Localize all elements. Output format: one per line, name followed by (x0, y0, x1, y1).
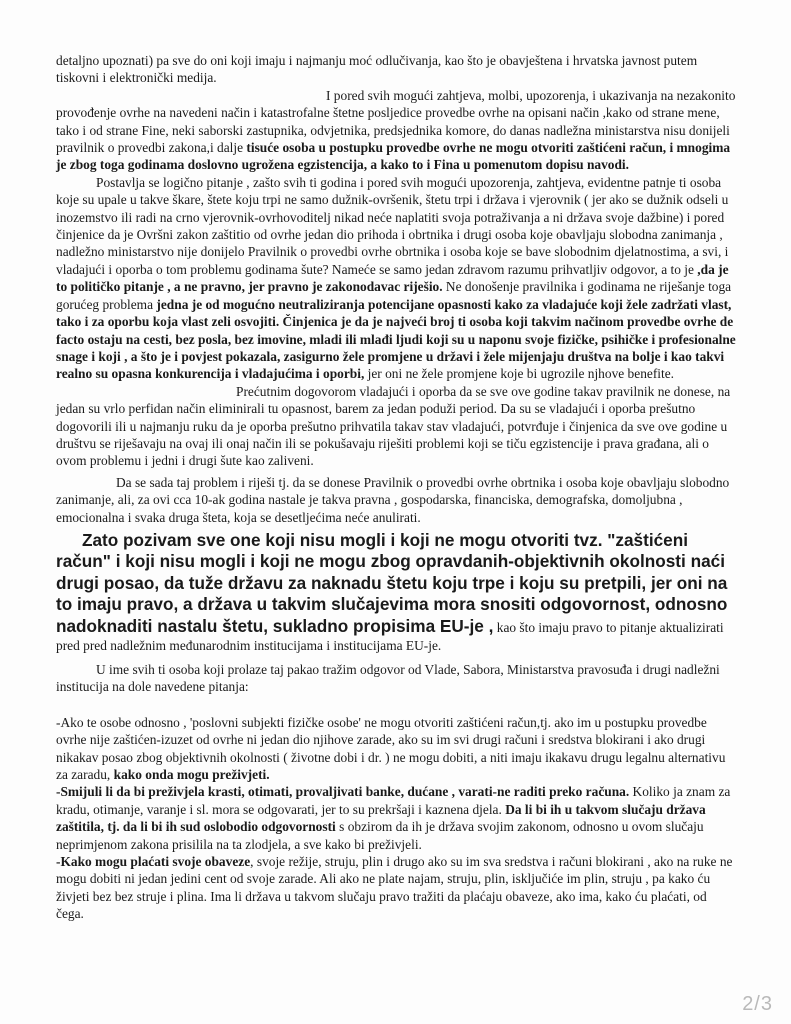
paragraph-5: Da se sada taj problem i riješi tj. da se donese Pravilnik o provedbi ovrhe obrtnika i osoba koje obavljaju slobodno zanimanje, ali, za ovi cca 10-ak godina nastale je takva pravna , gospodarska, financiska, demografska, domoljubna , emocionalna i svaka druga šteta, koja se desetljećima neće anulirati. (56, 474, 730, 525)
paragraph-3-text-c: Ne donošenje pravilnika i godinama ne riješanje toga gorućeg problema (56, 279, 732, 312)
paragraph-1: detaljno upoznati) pa sve do oni koji imaju i najmanju moć odlučivanja, kao što je obavještena i hrvatska javnost putem tiskovni i elektronički medija. (56, 53, 698, 86)
question-3 (56, 853, 736, 923)
question-3-bold: -Kako mogu plaćati svoje obaveze (56, 853, 251, 869)
question-1-text: -Ako te osobe odnosno , 'poslovni subjekti fizičke osobe' ne mogu otvoriti zaštićeni račun,tj. ako im u postupku provedbe ovrhe nije zaštićen-izuzet od ovrhe ni jedan dio njihove zarade, ako su im svi drugi računi i sredstva blokirani i ako drugi nikakav posao zbog objektivnih okolnosti ( životne dobi i dr. ) ne mogu dobiti, a niti imaju ikakavu drugu legalnu alternativu za zaradu, (56, 714, 726, 782)
question-2-bold-a: -Smijuli li da bi preživjela krasti, otimati, provaljivati banke, dućane , varati-ne raditi preko računa. (56, 784, 630, 800)
paragraph-3 (56, 174, 736, 383)
paragraph-2-text: I pored svih mogući zahtjeva, molbi, upozorenja, i ukazivanja na nezakonito provođenje ovrhe na navedeni način i katastrofalne štetne posljedice provedbe ovrhe na opisani način ,kako od strane mene, tako i od strane Fine, neki saborski zastupnika, odvjetnika, predsjednika komore, do danas nadležna ministarstva nisu donijeli pravilnik o provedbi zakona,i dalje (56, 87, 736, 156)
paragraph-2 (56, 87, 736, 174)
paragraph-3-bold-d: jedna je od mogućno neutraliziranja potencijane opasnosti kako za vladajuće koji žele zadržati vlast, tako i za oporbu koja vlast zeli osvojiti. Činjenica je da je najveći broj ti osoba koji takvim načinom provedbe ovrhe de facto ostaju na cesti, bez posla, bez imovine, mladi ili mlađi ljudi koji su u naponu svoje fizičke, psihičke i profesionalne snage i koji , a što je i povjest pokazala, zasigurno žele promjene u državi i žele mijenjaju društva na bolje i kao takvi realno su opasna konkurencija i vladajućima i oporbi, (56, 296, 736, 382)
question-1-bold: kako onda mogu preživjeti. (113, 766, 270, 782)
question-2-bold-c: Da li bi ih u takvom slučaju država zaštitila, tj. da li bi ih sud oslobodio odgovornosti (56, 801, 706, 835)
paragraph-3-bold-b: ,da je to političko pitanje , a ne pravno, jer pravno je zakonodavac riješio. (56, 261, 729, 295)
question-1 (56, 714, 736, 784)
paragraph-2-bold: tisuće osoba u postupku provedbe ovrhe ne mogu otvoriti zaštićeni račun, i mnogima je zbog toga godinama doslovno ugrožena egzistencija, a kako to i Fina u pomenutom dopisu navodi. (56, 140, 731, 173)
question-2-text-d: s obzirom da ih je država svojim zakonom, odnosno u ovom slučaju neprimjenom zakona prisilila na ta zlodjela, a sve kako bi preživjeli. (56, 819, 704, 852)
appeal-tail: kao što imaju pravo to pitanje aktualizirati pred pred nadležnim međunarodnim institucijama i institucijama EU-je. (56, 619, 724, 654)
paragraph-3-text-a: Postavlja se logično pitanje , zašto svih ti godina i pored svih mogući upozorenja, zahtjeva, evidentne patnje ti osoba koje su upale u takve škare, štete koju trpi ne samo dužnik-ovršenik, štetu trpi i država i vjerovnik ( jer ako se dužnik odseli u inozemstvo ili radi na crno vjerovnik-ovrhovoditelj nikad neće naplatiti svoja potraživanja a ni država svoje dažbine) i pored činjenice da je Ovršni zakon zaštitio od ovrhe jedan dio prihoda i obrtnika i drugi osoba koje obavljaju slobodna zanimanja , nadležno ministarstvo nije donijelo Pravilnik o provedbi ovrhe obrtnika i osoba koje se bave slobodnim djelatnostima, a svi, i vladajući i oporba o tom problemu godinama šute? Nameće se samo jedan zdravom razumu prihvatljiv odgovor, a to je (56, 174, 729, 277)
paragraph-3-text-e: jer oni ne žele promjene koje bi ugrozile njhove benefite. (364, 366, 675, 382)
paragraph-4: Prećutnim dogovorom vladajući i oporba da se sve ove godine takav pravilnik ne donese, na jedan su vrlo perfidan način eliminirali tu opasnost, barem za jedan poduži period. Da su se vladajući i oporba prešutno dogovorili ili u najmanju ruku da je oporba prešutno prihvatila takav stav vladajući, potvrđuje i činjenica da sve ove godine u društvu se riješavaju na ovaj ili onaj način ili se pokušavaju riješiti problemi koji se tiču egzistencije i prava građana, ali o ovom problemu i jedni i drugi šute kao zaliveni. (56, 383, 731, 469)
document-body (56, 52, 736, 923)
page-number-indicator: 2/3 (742, 993, 773, 1015)
question-2 (56, 783, 736, 853)
question-2-text-b: Koliko ja znam za kradu, otimanje, varanje i sl. mora se odgovarati, jer to su prekršaji i kaznena djela. (56, 784, 731, 817)
paragraph-7: U ime svih ti osoba koji prolaze taj pakao tražim odgovor od Vlade, Sabora, Ministarstva pravosuđa i drugi nadležni institucija na dole navedene pitanja: (56, 661, 720, 695)
appeal-heading: Zato pozivam sve one koji nisu mogli i koji ne mogu otvoriti tvz. "zaštićeni račun" i koji nisu mogli i koji ne mogu zbog opravdanih-objektivnih okolnosti naći drugi posao, da tuže državu za naknadu štetu koju trpe i koju su pretpili, jer oni na to imaju pravo, a država u takvim slučajevima mora snositi odgovornost, odnosno nadoknaditi nastalu štetu, sukladno propisima EU-je , (56, 529, 728, 636)
paragraph-6 (56, 530, 736, 655)
question-3-text: , svoje režije, struju, plin i drugo ako su im sva sredstva i računi blokirani , ako na ruke ne mogu dobiti ni jedan jedini cent od svoje zarade. Ali ako ne plate najam, struju, plin, isključiće im plin, struju , pa kako ću živjeti bez bez struje i plina. Ima li država u takvom slučaju pravo tražiti da plaćaju obaveze, ako ima, kako ću plaćati, od čega. (56, 853, 733, 922)
